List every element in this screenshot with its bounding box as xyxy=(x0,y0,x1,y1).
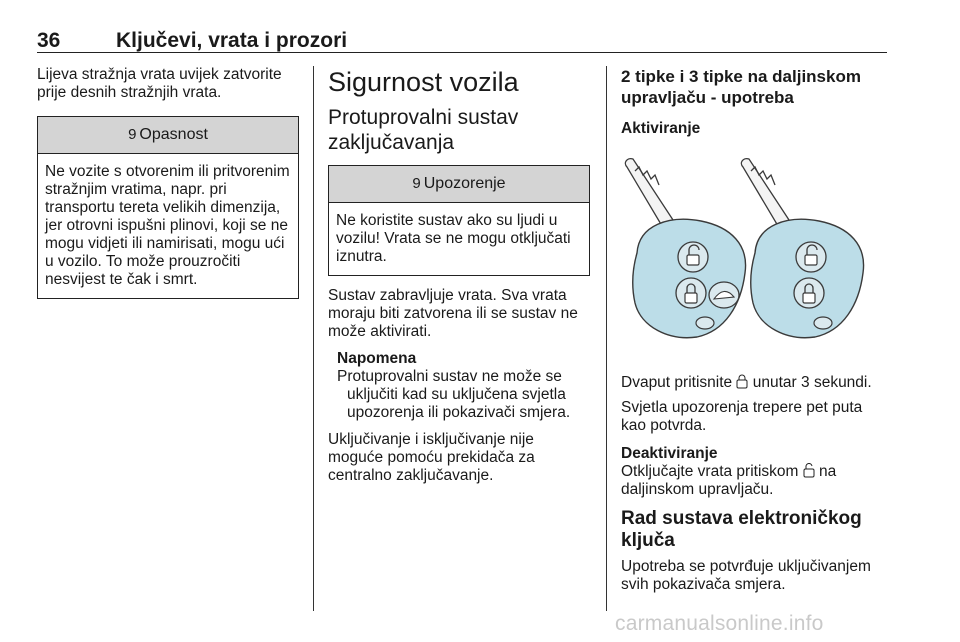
caution-text: Ne koristite sustav ako su ljudi u vozilu! Vrata se ne mogu otključati iznutra. xyxy=(336,212,571,265)
warning-symbol-icon: 9 xyxy=(412,175,421,192)
activation-label: Aktiviranje xyxy=(621,120,701,137)
danger-box xyxy=(37,116,299,299)
system-paragraph: Sustav zabravljuje vrata. Sva vrata moraju biti zatvorena ili se sustav ne može aktivirati. xyxy=(328,287,578,340)
section-heading: Sigurnost vozila xyxy=(328,67,519,97)
header-rule xyxy=(37,52,887,53)
column-middle xyxy=(328,66,590,485)
note-block xyxy=(328,350,590,422)
section-subheading: Protuprovalni sustav zaključavanja xyxy=(328,106,519,154)
lights-text: Svjetla upozorenja trepere pet puta kao potvrda. xyxy=(621,399,863,434)
lock-open-icon xyxy=(803,463,815,478)
electronic-key-heading: Rad sustava elektroničkog ključa xyxy=(621,508,862,551)
warning-symbol-icon: 9 xyxy=(128,126,137,143)
caution-box xyxy=(328,165,590,276)
note-title: Napomena xyxy=(337,350,417,367)
column-divider xyxy=(606,66,607,611)
remote-heading: 2 tipke i 3 tipke na daljinskom upravljaču - upotreba xyxy=(621,67,861,107)
watermark: carmanualsonline.info xyxy=(615,612,824,635)
column-divider xyxy=(313,66,314,611)
intro-paragraph: Lijeva stražnja vrata uvijek zatvorite prije desnih stražnjih vrata. xyxy=(37,66,282,101)
column-right xyxy=(621,66,889,594)
lock-closed-icon xyxy=(736,374,748,389)
deactivation-text: Otključajte vrata pritiskom na daljinskom upravljaču. xyxy=(621,463,837,498)
page-number: 36 xyxy=(37,29,61,52)
remote-keys-illustration xyxy=(621,145,887,361)
deactivation-label: Deaktiviranje xyxy=(621,445,718,462)
danger-text: Ne vozite s otvorenim ili pritvorenim stražnjim vratima, napr. pri transportu tereta velikih dimenzija, jer otrovni ispušni plinovi, koji se ne mogu vidjeti ili namirisati, mogu ući u vozilo. To može prouzročiti nesvijest te čak i smrt. xyxy=(45,163,290,288)
chapter-title: Ključevi, vrata i prozori xyxy=(116,29,348,52)
caution-box-header xyxy=(329,166,589,203)
note-text: Protuprovalni sustav ne može se uključiti kad su uključena svjetla upozorenja ili pokazivači smjera. xyxy=(337,368,571,421)
danger-title: Opasnost xyxy=(139,126,208,143)
column-left xyxy=(37,66,299,299)
page-header xyxy=(37,29,887,51)
switch-paragraph: Uključivanje i isključivanje nije moguće pomoću prekidača za centralno zaključavanje. xyxy=(328,431,535,484)
electronic-key-text: Upotreba se potvrđuje uključivanjem svih pokazivača smjera. xyxy=(621,558,871,593)
danger-box-header xyxy=(38,117,298,154)
activation-text: Dvaput pritisnite unutar 3 sekundi. xyxy=(621,374,872,391)
caution-title: Upozorenje xyxy=(423,175,506,192)
